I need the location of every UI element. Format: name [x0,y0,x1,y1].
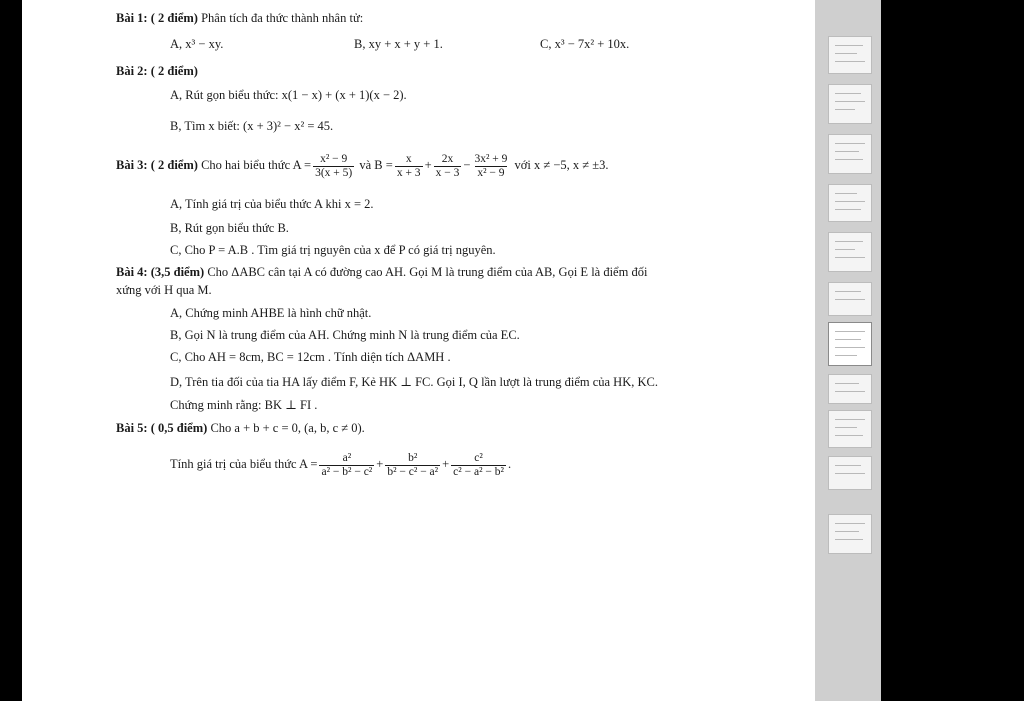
thumb-line [835,93,861,94]
thumb-line [835,61,865,62]
fraction-numerator: x [405,152,412,165]
thumb-line [835,299,865,300]
expr-a-label: A = [298,457,318,471]
bai1-line [116,10,363,26]
end-period: . [507,457,512,471]
bai4-item-c: C, Cho AH = 8cm, BC = 12cm . Tính diện tích ΔAMH . [170,350,451,364]
fraction-numerator: a² [342,451,352,464]
thumb-line [835,151,859,152]
bai1-heading: Bài 1: ( 2 điểm) [116,11,198,25]
thumb-line [835,101,865,102]
thumb-line [835,435,863,436]
fraction-denominator: c² − a² − b² [453,465,504,478]
plus-sign: + [424,158,432,172]
page-thumbnail[interactable] [828,282,872,316]
bai4-item-a: A, Chứng minh AHBE là hình chữ nhật. [170,306,372,320]
thumb-line [835,531,859,532]
thumb-line [835,473,865,474]
bai3-text: Cho hai biểu thức [201,158,291,172]
minus-sign: − [463,158,471,172]
page-thumbnail-selected[interactable] [828,322,872,366]
bai3-line [116,150,608,180]
bai5-heading: Bài 5: ( 0,5 điểm) [116,421,208,435]
thumb-line [835,257,865,258]
expr-a-label: A = [292,158,312,172]
bai5-text: Cho a + b + c = 0, (a, b, c ≠ 0). [210,421,365,435]
bai2-item-a: A, Rút gọn biểu thức: x(1 − x) + (x + 1)(x − 2). [170,88,407,102]
page-thumbnail[interactable] [828,374,872,404]
thumb-line [835,355,857,356]
fraction-b1 [395,153,423,180]
fraction-b2-squared [385,452,440,479]
fraction-numerator: x² − 9 [320,152,348,165]
page-thumbnail[interactable] [828,514,872,554]
fraction-numerator: 3x² + 9 [474,152,508,165]
bai2-item-b: B, Tìm x biết: (x + 3)² − x² = 45. [170,119,334,133]
page-thumbnail[interactable] [828,36,872,74]
expr-b-label: B = [374,158,393,172]
thumb-line [835,193,857,194]
fraction-denominator: x + 3 [396,166,421,179]
page-thumbnail[interactable] [828,456,872,490]
page-thumbnail[interactable] [828,84,872,124]
page-thumbnail[interactable] [828,184,872,222]
thumb-line [835,339,861,340]
bai4-item-d-cont: Chứng minh rằng: BK ⊥ FI . [170,398,318,412]
thumb-line [835,291,861,292]
thumb-line [835,159,863,160]
thumb-line [835,53,857,54]
and-word: và [359,158,372,172]
bai5-expression [170,448,511,480]
fraction-a [313,153,354,180]
thumb-line [835,249,855,250]
fraction-denominator: 3(x + 5) [315,166,353,179]
bai3-item-a: A, Tính giá trị của biểu thức A khi x = 2. [170,197,374,211]
bai2-heading: Bài 2: ( 2 điểm) [116,64,198,78]
page-thumbnail[interactable] [828,410,872,448]
page-thumbnail[interactable] [828,134,872,174]
thumb-line [835,383,859,384]
page-thumbnail[interactable] [828,232,872,272]
thumb-line [835,45,863,46]
dark-margin [881,0,1024,701]
bai4-item-b: B, Gọi N là trung điểm của AH. Chứng minh N là trung điểm của EC. [170,328,520,342]
bai4-item-d: D, Trên tia đối của tia HA lấy điểm F, Kẻ HK ⊥ FC. Gọi I, Q lần lượt là trung điểm của HK, KC. [170,375,658,389]
bai4-text-cont: xứng với H qua M. [116,283,212,297]
bai3-heading: Bài 3: ( 2 điểm) [116,158,198,172]
plus-sign: + [376,457,384,471]
thumb-line [835,109,855,110]
bai1-item-b: B, xy + x + y + 1. [354,37,443,51]
thumb-line [835,209,861,210]
fraction-denominator: x² − 9 [477,166,505,179]
thumb-line [835,143,865,144]
bai5-ask: Tính giá trị của biểu thức [170,457,297,471]
bai4-line [116,264,647,280]
bai3-item-c: C, Cho P = A.B . Tìm giá trị nguyên của x để P có giá trị nguyên. [170,243,496,257]
fraction-numerator: c² [474,451,483,464]
thumb-line [835,465,861,466]
thumb-line [835,523,865,524]
fraction-a2 [319,452,374,479]
bai5-line [116,420,365,436]
fraction-b2 [434,153,462,180]
plus-sign: + [442,457,450,471]
fraction-numerator: b² [408,451,418,464]
thumb-line [835,419,865,420]
bai4-heading: Bài 4: (3,5 điểm) [116,265,205,279]
thumb-line [835,331,865,332]
fraction-denominator: x − 3 [435,166,460,179]
fraction-numerator: 2x [441,152,454,165]
bai1-text: Phân tích đa thức thành nhân tử: [201,11,364,25]
bai4-text: Cho ΔABC cân tại A có đường cao AH. Gọi M là trung điểm của AB, Gọi E là điểm đối [207,265,648,279]
fraction-denominator: a² − b² − c² [321,465,373,478]
condition-text: với x ≠ −5, x ≠ ±3. [514,158,609,172]
fraction-denominator: b² − c² − a² [387,465,439,478]
bai1-item-a: A, x³ − xy. [170,37,224,51]
thumb-line [835,241,863,242]
thumb-line [835,427,857,428]
bai1-item-c: C, x³ − 7x² + 10x. [540,37,630,51]
fraction-c2 [451,452,506,479]
thumb-line [835,391,865,392]
bai3-item-b: B, Rút gọn biểu thức B. [170,221,289,235]
fraction-b3 [472,153,509,180]
thumb-line [835,201,865,202]
thumb-line [835,539,863,540]
thumb-line [835,347,865,348]
